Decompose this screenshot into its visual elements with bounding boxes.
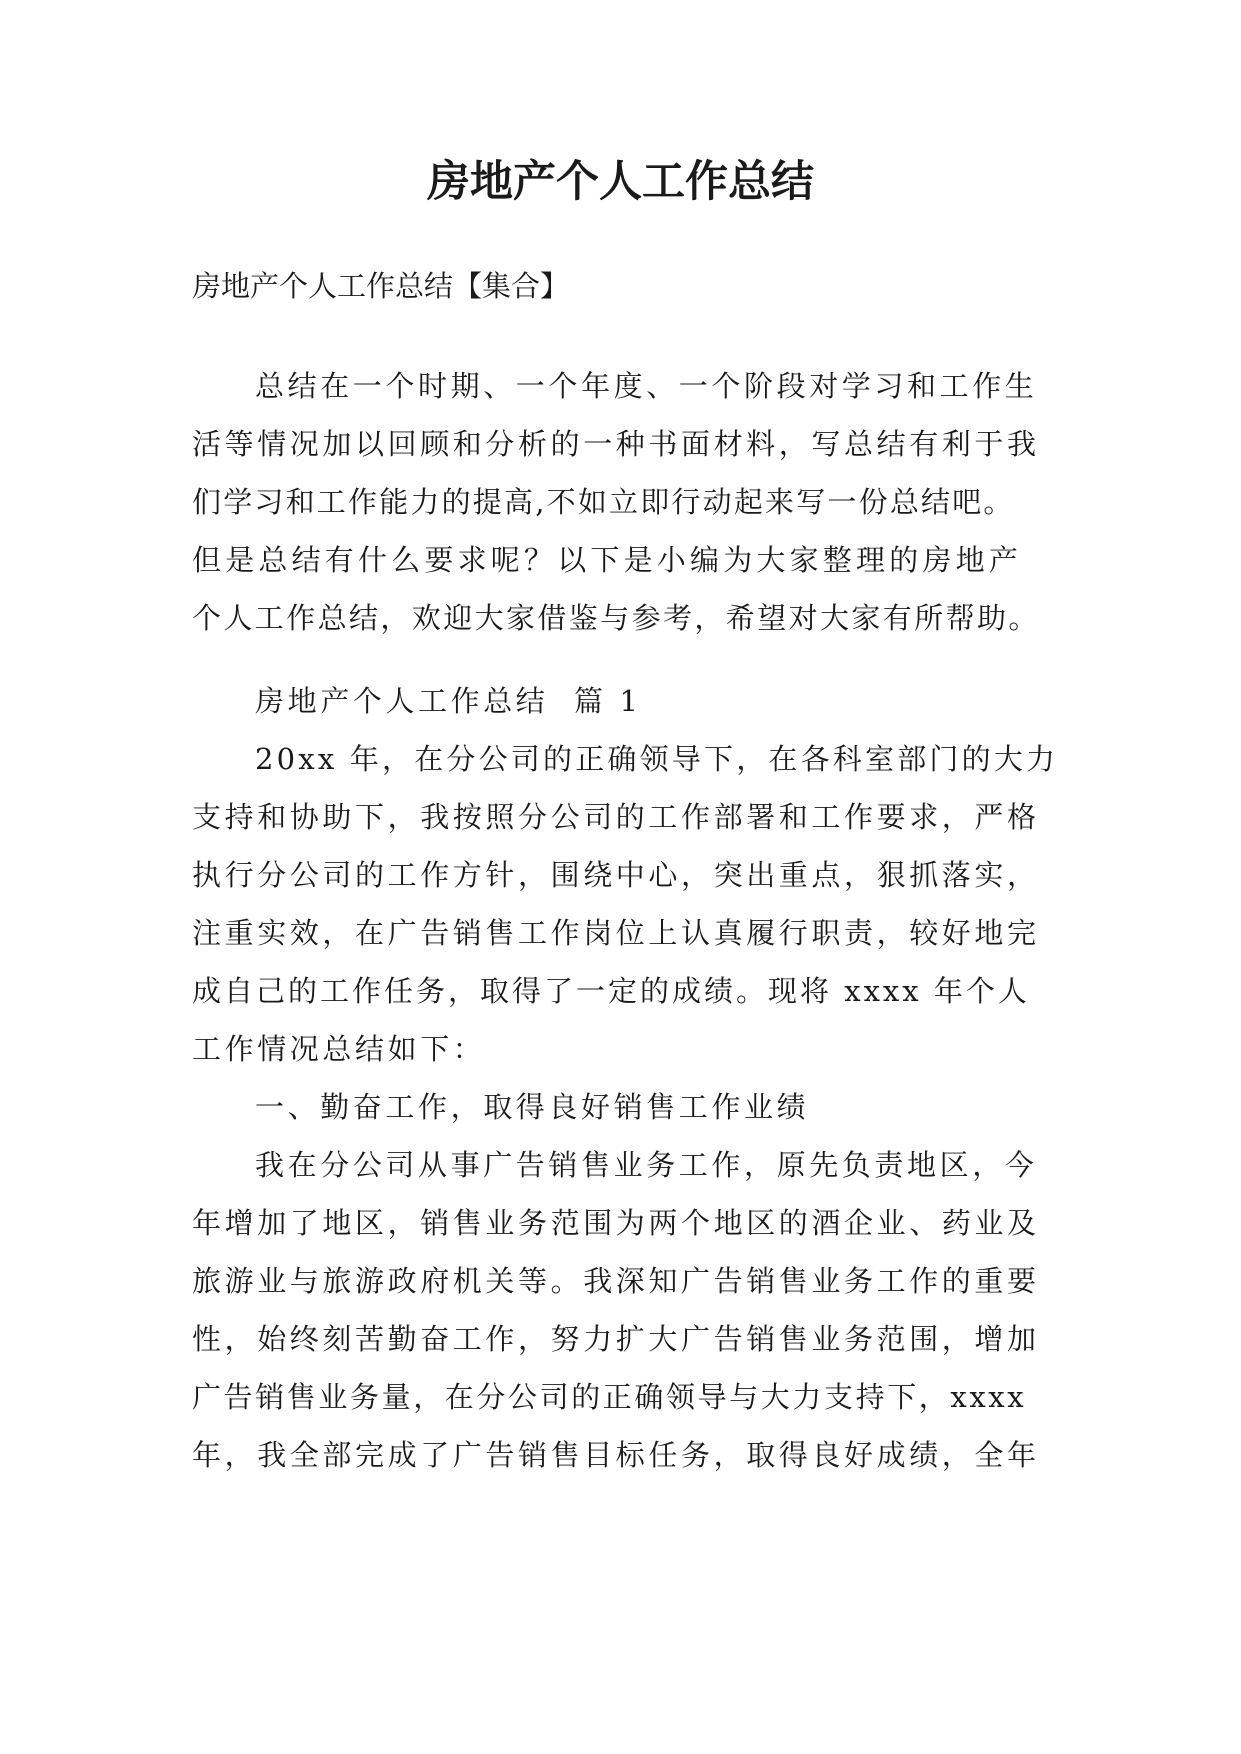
paragraph-line: 性，始终刻苦勤奋工作，努力扩大广告销售业务范围，增加 (192, 1322, 1040, 1356)
sub-heading (192, 1078, 1072, 1136)
intro-line: 个人工作总结，欢迎大家借鉴与参考，希望对大家有所帮助。 (192, 601, 1040, 635)
document-subtitle: 房地产个人工作总结【集合】 (192, 269, 570, 303)
intro-line: 们学习和工作能力的提高,不如立即行动起来写一份总结吧。 (192, 485, 1015, 519)
paragraph-line: 成自己的工作任务，取得了一定的成绩。现将 xxxx 年个人 (192, 974, 1030, 1008)
paragraph-line: 20xx 年，在分公司的正确领导下，在各科室部门的大力 (255, 742, 1059, 776)
section-heading-text: 房地产个人工作总结 篇 1 (255, 684, 642, 718)
paragraph-2 (192, 1136, 1072, 1484)
document-title: 房地产个人工作总结 (427, 157, 814, 207)
intro-line: 活等情况加以回顾和分析的一种书面材料，写总结有利于我 (192, 427, 1040, 461)
paragraph-line: 注重实效，在广告销售工作岗位上认真履行职责，较好地完 (192, 916, 1040, 950)
intro-line: 但是总结有什么要求呢？以下是小编为大家整理的房地产 (192, 543, 1023, 577)
paragraph-line: 支持和协助下，我按照分公司的工作部署和工作要求，严格 (192, 800, 1040, 834)
paragraph-line: 执行分公司的工作方针，围绕中心，突出重点，狠抓落实， (192, 858, 1040, 892)
sub-heading-text: 一、勤奋工作，取得良好销售工作业绩 (255, 1090, 810, 1124)
paragraph-line: 年，我全部完成了广告销售目标任务，取得良好成绩，全年 (192, 1438, 1040, 1472)
section-heading (192, 672, 1072, 730)
paragraph-1 (192, 730, 1072, 1078)
paragraph-line: 旅游业与旅游政府机关等。我深知广告销售业务工作的重要 (192, 1264, 1040, 1298)
paragraph-line: 广告销售业务量，在分公司的正确领导与大力支持下，xxxx (192, 1380, 1027, 1414)
paragraph-line: 我在分公司从事广告销售业务工作，原先负责地区，今 (255, 1148, 1038, 1182)
paragraph-line: 工作情况总结如下： (192, 1032, 486, 1066)
paragraph-line: 年增加了地区，销售业务范围为两个地区的酒企业、药业及 (192, 1206, 1040, 1240)
intro-line: 总结在一个时期、一个年度、一个阶段对学习和工作生 (255, 369, 1038, 403)
intro-paragraph (192, 357, 1072, 647)
